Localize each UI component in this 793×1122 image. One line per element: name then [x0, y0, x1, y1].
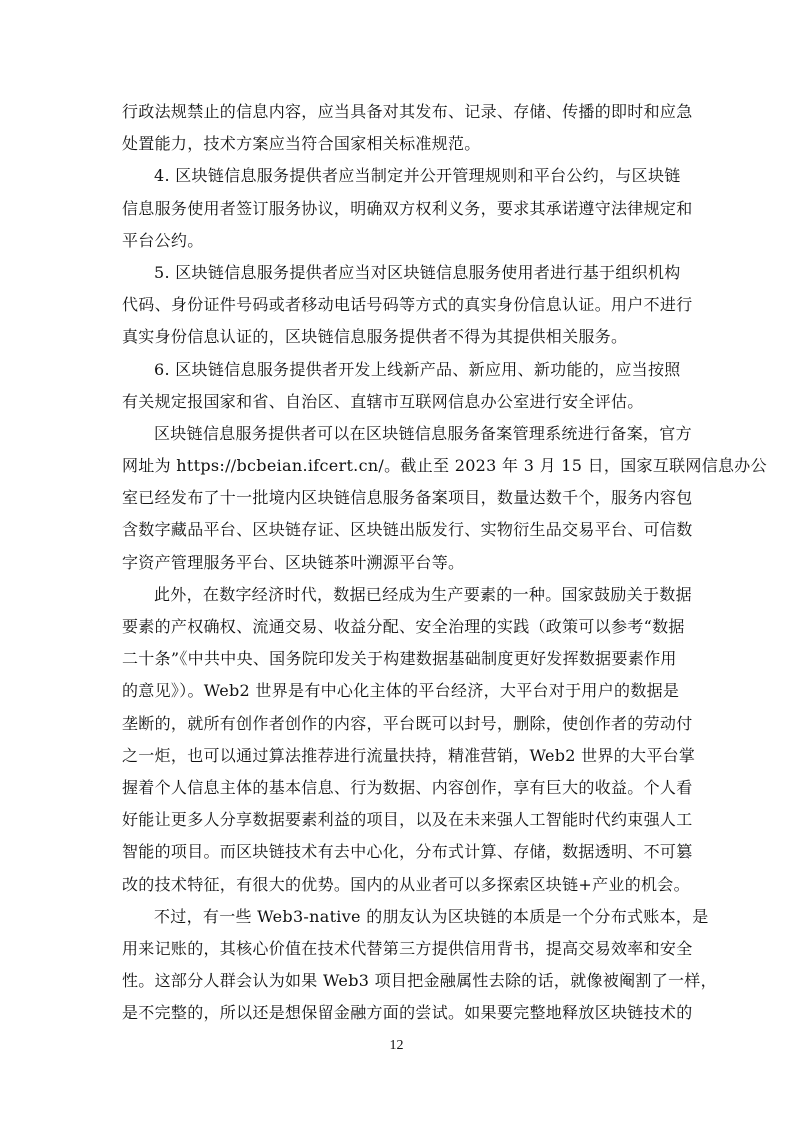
text-line: 6. 区块链信息服务提供者开发上线新产品、新应用、新功能的，应当按照: [154, 359, 681, 379]
text-line: 代码、身份证件号码或者移动电话号码等方式的真实身份信息认证。用户不进行: [122, 295, 693, 315]
text-line: 握着个人信息主体的基本信息、行为数据、内容创作，享有巨大的收益。个人看: [122, 777, 693, 797]
text-line: 信息服务使用者签订服务协议，明确双方权利义务，要求其承诺遵守法律规定和: [122, 198, 693, 218]
text-line: 之一炬，也可以通过算法推荐进行流量扶持，精准营销，Web2 世界的大平台掌: [122, 745, 696, 765]
text-line: 是不完整的，所以还是想保留金融方面的尝试。如果要完整地释放区块链技术的: [122, 1003, 693, 1023]
text-line: 此外，在数字经济时代，数据已经成为生产要素的一种。国家鼓励关于数据: [154, 584, 692, 604]
page-number: 12: [389, 1038, 404, 1053]
text-line: 的意见》）。Web2 世界是有中心化主体的平台经济，大平台对于用户的数据是: [122, 681, 680, 701]
text-line: 室已经发布了十一批境内区块链信息服务备案项目，数量达数千个，服务内容包: [122, 488, 693, 508]
text-line: 行政法规禁止的信息内容，应当具备对其发布、记录、存储、传播的即时和应急: [122, 102, 693, 121]
text-line: 好能让更多人分享数据要素利益的项目，以及在未来强人工智能时代约束强人工: [122, 810, 693, 830]
text-line: 垄断的，就所有创作者创作的内容，平台既可以封号，删除，使创作者的劳动付: [122, 713, 693, 733]
text-line: 区块链信息服务提供者可以在区块链信息服务备案管理系统进行备案，官方: [154, 423, 692, 443]
text-line: 含数字藏品平台、区块链存证、区块链出版发行、实物衍生品交易平台、可信数: [122, 520, 693, 540]
text-line: 平台公约。: [122, 230, 204, 250]
text-line: 有关规定报国家和省、自治区、直辖市互联网信息办公室进行安全评估。: [122, 391, 644, 411]
text-line: 不过，有一些 Web3-native 的朋友认为区块链的本质是一个分布式账本，是: [154, 906, 709, 926]
text-line: 字资产管理服务平台、区块链茶叶溯源平台等。: [122, 552, 465, 572]
text-line: 4. 区块链信息服务提供者应当制定并公开管理规则和平台公约，与区块链: [154, 166, 681, 186]
text-line: 网址为 https://bcbeian.ifcert.cn/。截止至 2023 年 3 月 15 日，国家互联网信息办公: [122, 456, 767, 476]
text-line: 5. 区块链信息服务提供者应当对区块链信息服务使用者进行基于组织机构: [154, 262, 681, 282]
text-line: 真实身份信息认证的，区块链信息服务提供者不得为其提供相关服务。: [122, 327, 628, 347]
text-line: 处置能力，技术方案应当符合国家相关标准规范。: [122, 134, 481, 154]
text-line: 性。这部分人群会认为如果 Web3 项目把金融属性去除的话，就像被阉割了一样，: [122, 971, 717, 991]
text-line: 智能的项目。而区块链技术有去中心化，分布式计算、存储，数据透明、不可篡: [122, 842, 693, 862]
text-line: 二十条”《中共中央、国务院印发关于构建数据基础制度更好发挥数据要素作用: [122, 649, 677, 669]
text-line: 用来记账的，其核心价值在技术代替第三方提供信用背书，提高交易效率和安全: [122, 938, 693, 958]
body-text: [122, 96, 767, 1029]
text-line: 改的技术特征，有很大的优势。国内的从业者可以多探索区块链+产业的机会。: [122, 874, 690, 894]
text-line: 要素的产权确权、流通交易、收益分配、安全治理的实践（政策可以参考“数据: [122, 617, 685, 636]
